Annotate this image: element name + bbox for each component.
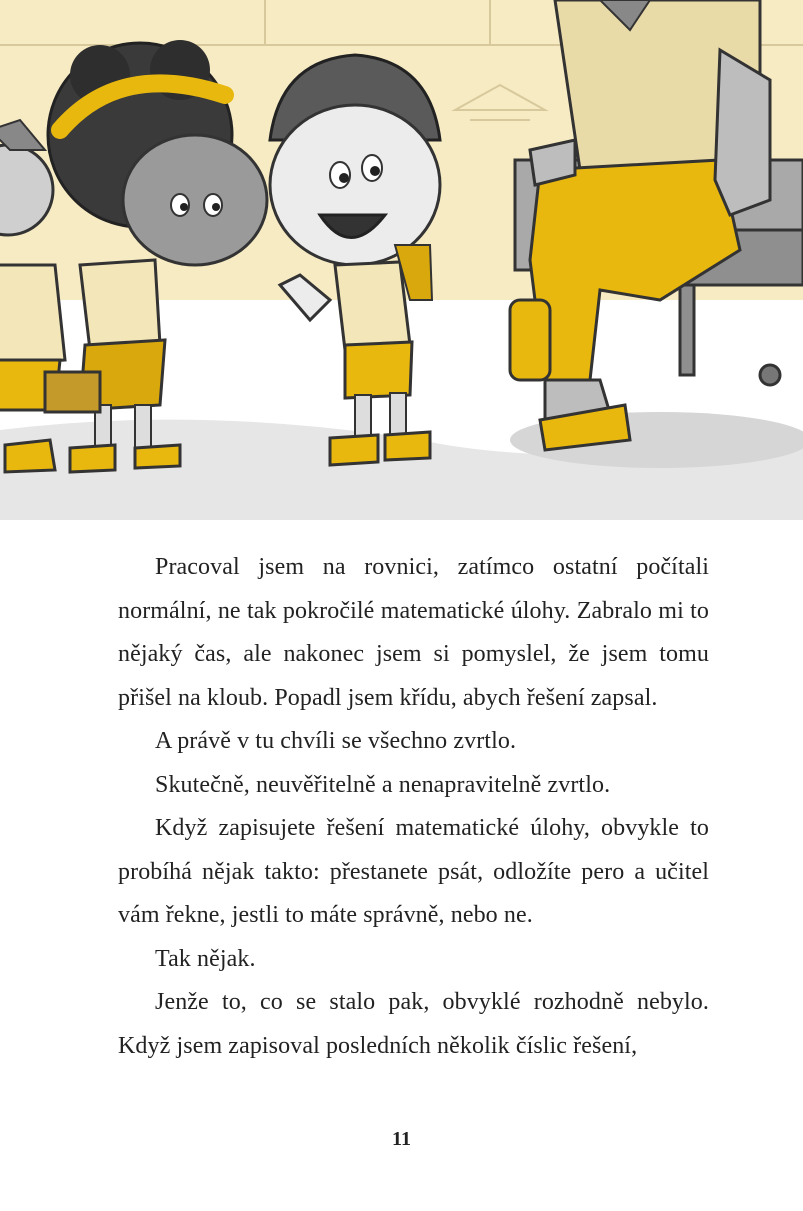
paragraph: Jenže to, co se stalo pak, obvyklé rozhodně nebylo. Když jsem zapisoval posledních několik číslic řešení, — [118, 989, 709, 1059]
paragraph: Když zapisujete řešení matematické úlohy, obvykle to probíhá nějak takto: přestanete psát, odložíte pero a učitel vám řekne, jestli to máte správně, nebo ne. — [118, 815, 709, 928]
paragraph: A právě v tu chvíli se všechno zvrtlo. — [155, 728, 517, 754]
paragraph: Skutečně, neuvěřitelně a nenapravitelně zvrtlo. — [155, 771, 611, 798]
body-text — [118, 546, 709, 1068]
page-number: 11 — [392, 1128, 411, 1150]
paragraph: Tak nějak. — [155, 945, 256, 972]
chapter-illustration — [0, 0, 803, 520]
paragraph: Pracoval jsem na rovnici, zatímco ostatní počítali normální, ne tak pokročilé matematické úlohy. Zabralo mi to nějaký čas, ale nakonec jsem si pomyslel, že jsem tomu přišel na kloub. Popadl jsem křídu, abych řešení zapsal. — [118, 554, 709, 711]
